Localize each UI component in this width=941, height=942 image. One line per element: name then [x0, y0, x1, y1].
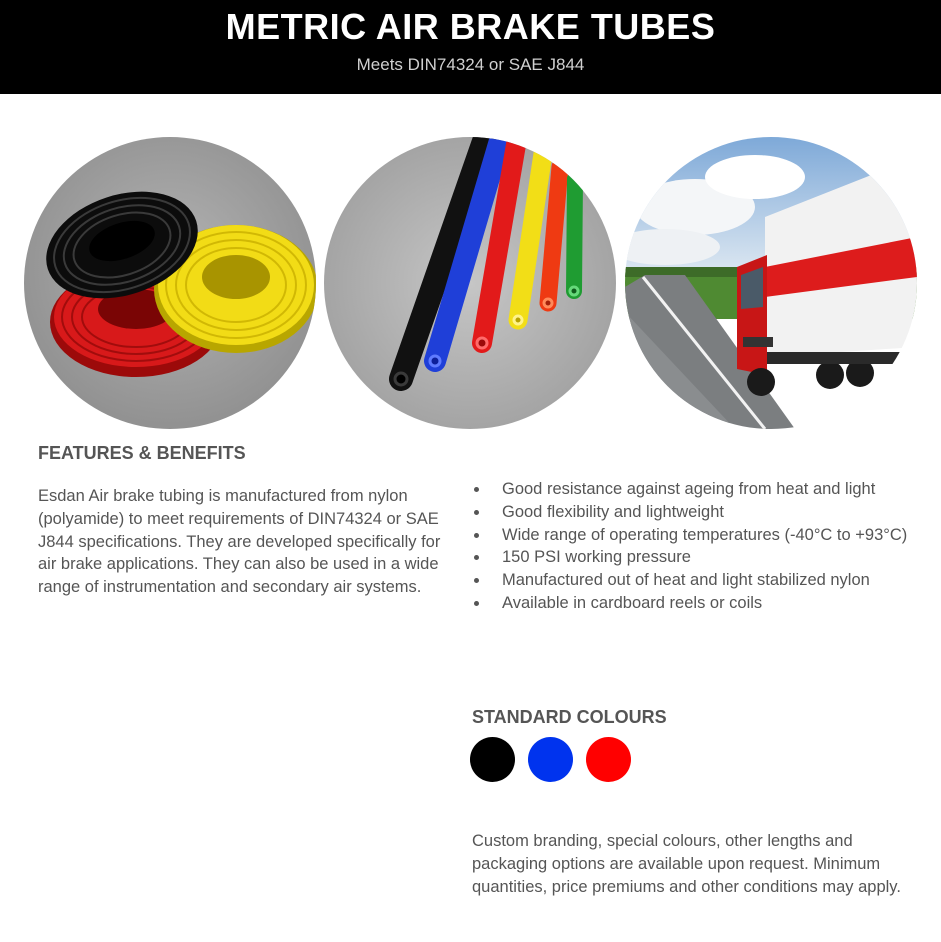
page-title: METRIC AIR BRAKE TUBES	[225, 6, 716, 47]
bullet-icon	[474, 555, 479, 560]
benefit-item: Good flexibility and lightweight	[474, 501, 914, 524]
bullet-icon	[474, 510, 479, 515]
benefits-list	[474, 478, 914, 615]
benefit-item: Manufactured out of heat and light stabilized nylon	[474, 569, 914, 592]
colour-swatch-blue	[528, 737, 573, 782]
colour-swatch-red	[586, 737, 631, 782]
benefit-item: Good resistance against ageing from heat and light	[474, 478, 914, 501]
bullet-icon	[474, 578, 479, 583]
straight-tubes-photo	[324, 137, 616, 429]
bullet-icon	[474, 487, 479, 492]
benefit-item: Available in cardboard reels or coils	[474, 592, 914, 615]
features-description: Esdan Air brake tubing is manufactured from nylon (polyamide) to meet requirements of DIN74324 or SAE J844 specifications. They are developed specifically for air brake applications. They can also be used in a wide range of instrumentation and secondary air systems.	[38, 487, 441, 597]
bullet-icon	[474, 533, 479, 538]
colour-swatch-black	[470, 737, 515, 782]
features-heading: FEATURES & BENEFITS	[38, 443, 246, 463]
page-header	[0, 0, 941, 94]
benefit-item: Wide range of operating temperatures (-40°C to +93°C)	[474, 524, 914, 547]
colour-swatches	[470, 737, 631, 782]
benefit-item: 150 PSI working pressure	[474, 546, 914, 569]
custom-options-note: Custom branding, special colours, other lengths and packaging options are available upon request. Minimum quantities, price premiums and other conditions may apply.	[472, 832, 901, 896]
bullet-icon	[474, 601, 479, 606]
page-subtitle: Meets DIN74324 or SAE J844	[356, 55, 585, 74]
coiled-tubes-photo	[24, 137, 316, 429]
colours-heading: STANDARD COLOURS	[472, 707, 667, 727]
truck-photo	[625, 137, 917, 429]
